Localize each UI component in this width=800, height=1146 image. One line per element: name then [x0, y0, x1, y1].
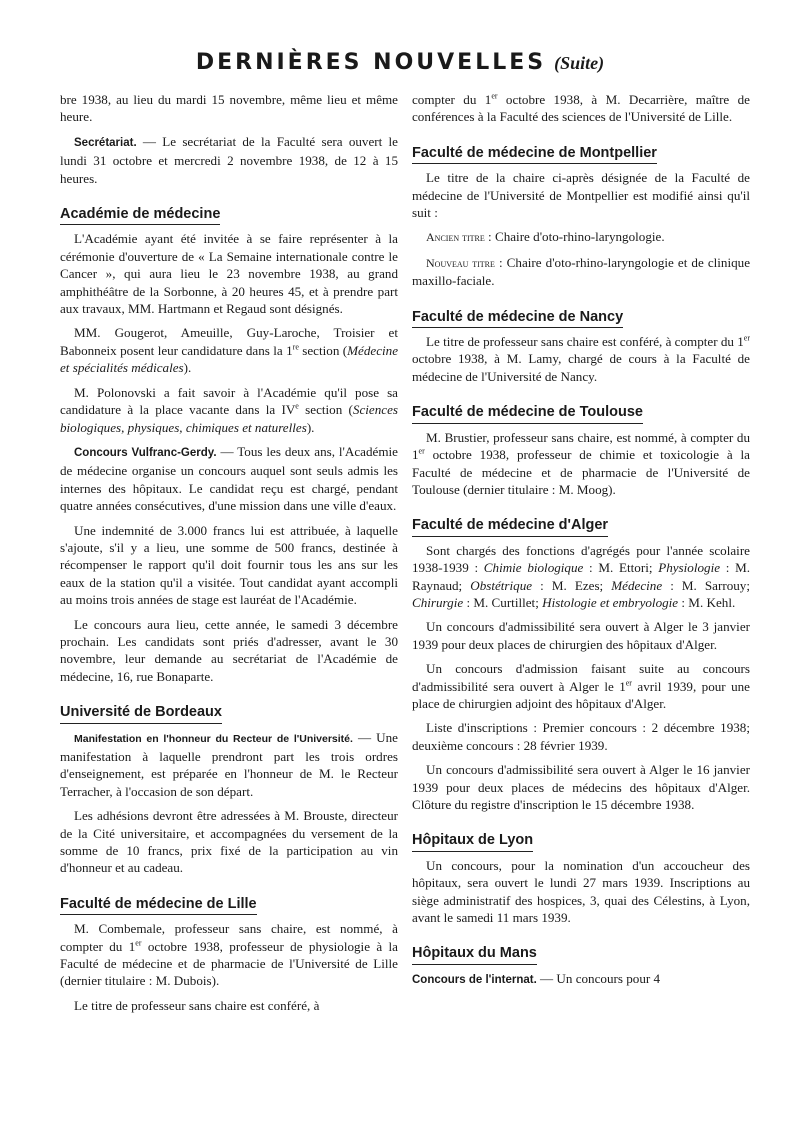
mans-paragraph [412, 970, 750, 989]
heading-montpellier: Faculté de médecine de Montpellier [412, 145, 657, 164]
alger-text-d: : M. Ezes; [532, 577, 612, 593]
nancy-text-b: octobre 1938, à M. Lamy, chargé de cours à la Faculté de médecine de l'Université de Nancy. [412, 351, 750, 384]
heading-lille: Faculté de médecine de Lille [60, 896, 257, 915]
concours-paragraph-2: Une indemnité de 3.000 francs lui est attribuée, à laquelle s'ajoute, s'il y a lieu, une somme de 500 francs, destinée à récompenser le rapport qu'il doit fournir tous les ans sur les eaux de la station qu'il a visitée. Tout candidat ayant accompli au moins trois années de stage est lauréat de l'Académie. [60, 522, 398, 608]
alger-text-c: : M. Raynaud; [412, 560, 751, 593]
continued-paragraph: bre 1938, au lieu du mardi 15 novembre, même lieu et même heure. [60, 92, 398, 125]
secretariat-lead: Secrétariat. [74, 136, 137, 149]
continued-paragraph-right [412, 91, 750, 126]
nouveau-label: Nouveau titre [426, 255, 495, 270]
acad-p2-text: MM. Gougerot, Ameuille, Guy-Laroche, Troisier et Babonneix posent leur candidature dans la 1 [60, 325, 398, 358]
acad-p3-text: M. Polonovski a fait savoir à l'Académie qu'il pose sa candidature à la place vacante dans la IV [60, 384, 398, 418]
acad-p2-italic: Médecine et spécialités médicales [60, 342, 399, 376]
alger-chimie: Chimie biologique [483, 560, 584, 576]
acad-p2-text-c: ). [183, 360, 192, 376]
nancy-paragraph [412, 333, 750, 385]
acad-p2-text-b: section ( [298, 342, 348, 358]
toulouse-text-b: octobre 1938, professeur de chimie et toxicologie à la Faculté de médecine et de pharmacie de l'Université de Toulouse (dernier titulaire : M. Moog). [412, 447, 750, 497]
mans-lead: Concours de l'internat. [412, 973, 537, 986]
nouveau-text: : Chaire d'oto-rhino-laryngologie et de clinique maxillo-faciale. [412, 254, 751, 289]
nancy-text: Le titre de professeur sans chaire est conféré, à compter du 1 [426, 334, 744, 350]
concours-lead: Concours Vulfranc-Gerdy. [74, 446, 217, 459]
heading-academie: Académie de médecine [60, 206, 220, 225]
mans-text: — Un concours pour 4 [536, 970, 661, 986]
alger-paragraph-4: Liste d'inscriptions : Premier concours : 2 décembre 1938; deuxième concours : 28 février 1939. [412, 720, 750, 753]
alger-p3-text: Un concours d'admission faisant suite au concours d'admissibilité sera ouvert à Alger le 1 [412, 661, 750, 694]
toulouse-sup: er [418, 446, 425, 456]
lyon-paragraph: Un concours, pour la nomination d'un accoucheur des hôpitaux, sera ouvert le lundi 27 mars 1939. Inscriptions au siège administratif des hospices, 3, quai des Célestins, à Lyon, avant le samedi 11 mars 1939. [412, 857, 750, 926]
lille-p1-text: M. Combemale, professeur sans chaire, est nommé, à compter du 1 [60, 921, 398, 954]
alger-p3-text-b: avril 1939, pour une place de chirurgien adjoint des hôpitaux d'Alger. [412, 678, 750, 711]
lille-p1-text-b: octobre 1938, professeur de physiologie à la Faculté de médecine et de pharmacie de l'Université de Lille (dernier titulaire : M. Dubois). [60, 938, 398, 989]
montpellier-ancien [412, 228, 750, 246]
alger-histo: Histologie et embryologie [542, 594, 679, 610]
bordeaux-paragraph-1 [60, 729, 398, 801]
heading-alger: Faculté de médecine d'Alger [412, 517, 608, 536]
lille-paragraph-1 [60, 920, 398, 990]
alger-obst: Obstétrique [470, 577, 533, 593]
page-title-suite: (Suite) [554, 53, 605, 73]
alger-med: Médecine [611, 577, 663, 593]
cont-text-b: octobre 1938, à M. Decarrière, maître de conférences à la Faculté des sciences de l'Université de Lille. [412, 92, 750, 125]
acad-p2-sup: re [292, 342, 299, 352]
alger-paragraph-1 [412, 542, 750, 612]
acad-p3-text-b: section ( [298, 402, 353, 418]
masthead [0, 50, 800, 75]
heading-toulouse: Faculté de médecine de Toulouse [412, 404, 643, 423]
nancy-sup: er [743, 333, 750, 343]
secretariat-text: — Le secrétariat de la Faculté sera ouvert le lundi 31 octobre et mercredi 2 novembre 1938, de 12 à 15 heures. [60, 133, 398, 186]
alger-paragraph-3 [412, 660, 750, 712]
concours-paragraph-1 [60, 443, 398, 515]
heading-bordeaux: Université de Bordeaux [60, 704, 222, 723]
acad-p3-sup: e [295, 401, 299, 411]
academie-paragraph-3 [60, 384, 398, 436]
bordeaux-text: — Une manifestation à laquelle prendront part les trois ordres d'enseignement, est préparée en l'honneur de M. le Recteur Terracher, à l'occasion de son départ. [60, 729, 398, 799]
toulouse-paragraph [412, 429, 750, 499]
alger-text-a: Sont chargés des fonctions d'agrégés pour l'année scolaire 1938-1939 : [412, 542, 750, 576]
right-column [412, 91, 750, 996]
acad-p3-text-c: ). [306, 419, 315, 435]
lille-paragraph-2: Le titre de professeur sans chaire est conféré, à [74, 997, 320, 1013]
concours-text: — Tous les deux ans, l'Académie de médecine organise un concours auquel sont seuls admis les internes des hôpitaux. Le candidat reçu est chargé, pendant quatre années consécutives, d'une mission dans une ville d'eaux. [60, 443, 398, 514]
heading-nancy: Faculté de médecine de Nancy [412, 309, 623, 328]
alger-chir: Chirurgie [412, 594, 464, 610]
montpellier-nouveau [412, 254, 750, 290]
alger-paragraph-2: Un concours d'admissibilité sera ouvert à Alger le 3 janvier 1939 pour deux places de chirurgien des hôpitaux d'Alger. [412, 619, 750, 652]
lille-p1-sup: er [135, 938, 142, 948]
toulouse-text: M. Brustier, professeur sans chaire, est nommé, à compter du 1 [412, 429, 750, 463]
ancien-text: : Chaire d'oto-rhino-laryngologie. [484, 229, 665, 245]
alger-text-b: : M. Ettori; [583, 560, 659, 576]
alger-text-e: : M. Sarrouy; [662, 577, 750, 593]
academie-paragraph-1: L'Académie ayant été invitée à se faire représenter à la cérémonie d'ouverture de « La Semaine internationale contre le Cancer », qui aura lieu le 23 novembre 1938, au grand amphithéâtre de la Sorbonne, à 20 heures 45, et à prendre part aux travaux, MM. Hartmann et Regaud sont désignés. [60, 231, 398, 317]
alger-physio: Physiologie [658, 560, 721, 576]
acad-p3-italic: Sciences biologiques, physiques, chimiques et naturelles [60, 402, 398, 435]
montpellier-paragraph-1: Le titre de la chaire ci-après désignée de la Faculté de médecine de l'Université de Montpellier est modifié ainsi qu'il suit : [412, 170, 750, 221]
bordeaux-paragraph-2: Les adhésions devront être adressées à M. Brouste, directeur de la Cité universitaire, et accompagnées du versement de la somme de 10 francs, prix fixé de la participation au vin d'honneur et au cadeau. [60, 808, 398, 876]
alger-p3-sup: er [625, 678, 632, 688]
ancien-label: Ancien titre [426, 230, 485, 245]
cont-sup: er [491, 91, 498, 101]
alger-text-f: : M. Curtillet; [463, 594, 543, 610]
page-title: DERNIÈRES NOUVELLES [195, 50, 547, 75]
bordeaux-lead: Manifestation en l'honneur du Recteur de l'Université. [74, 732, 353, 745]
alger-text-g: : M. Kehl. [678, 594, 736, 610]
academie-paragraph-2 [60, 324, 398, 376]
alger-paragraph-5: Un concours d'admissibilité sera ouvert à Alger le 16 janvier 1939 pour deux places de médecins des hôpitaux d'Alger. Clôture du registre d'inscription le 15 décembre 1938. [412, 762, 750, 812]
secretariat-paragraph [60, 133, 398, 187]
concours-paragraph-3: Le concours aura lieu, cette année, le samedi 3 décembre prochain. Les candidats sont priés d'adresser, avant le 30 novembre, leur demande au secrétariat de l'Académie de médecine, 16, rue Bonaparte. [60, 616, 398, 684]
cont-text: compter du 1 [412, 92, 492, 107]
heading-mans: Hôpitaux du Mans [412, 945, 537, 964]
left-column [60, 91, 398, 1021]
heading-lyon: Hôpitaux de Lyon [412, 832, 533, 851]
